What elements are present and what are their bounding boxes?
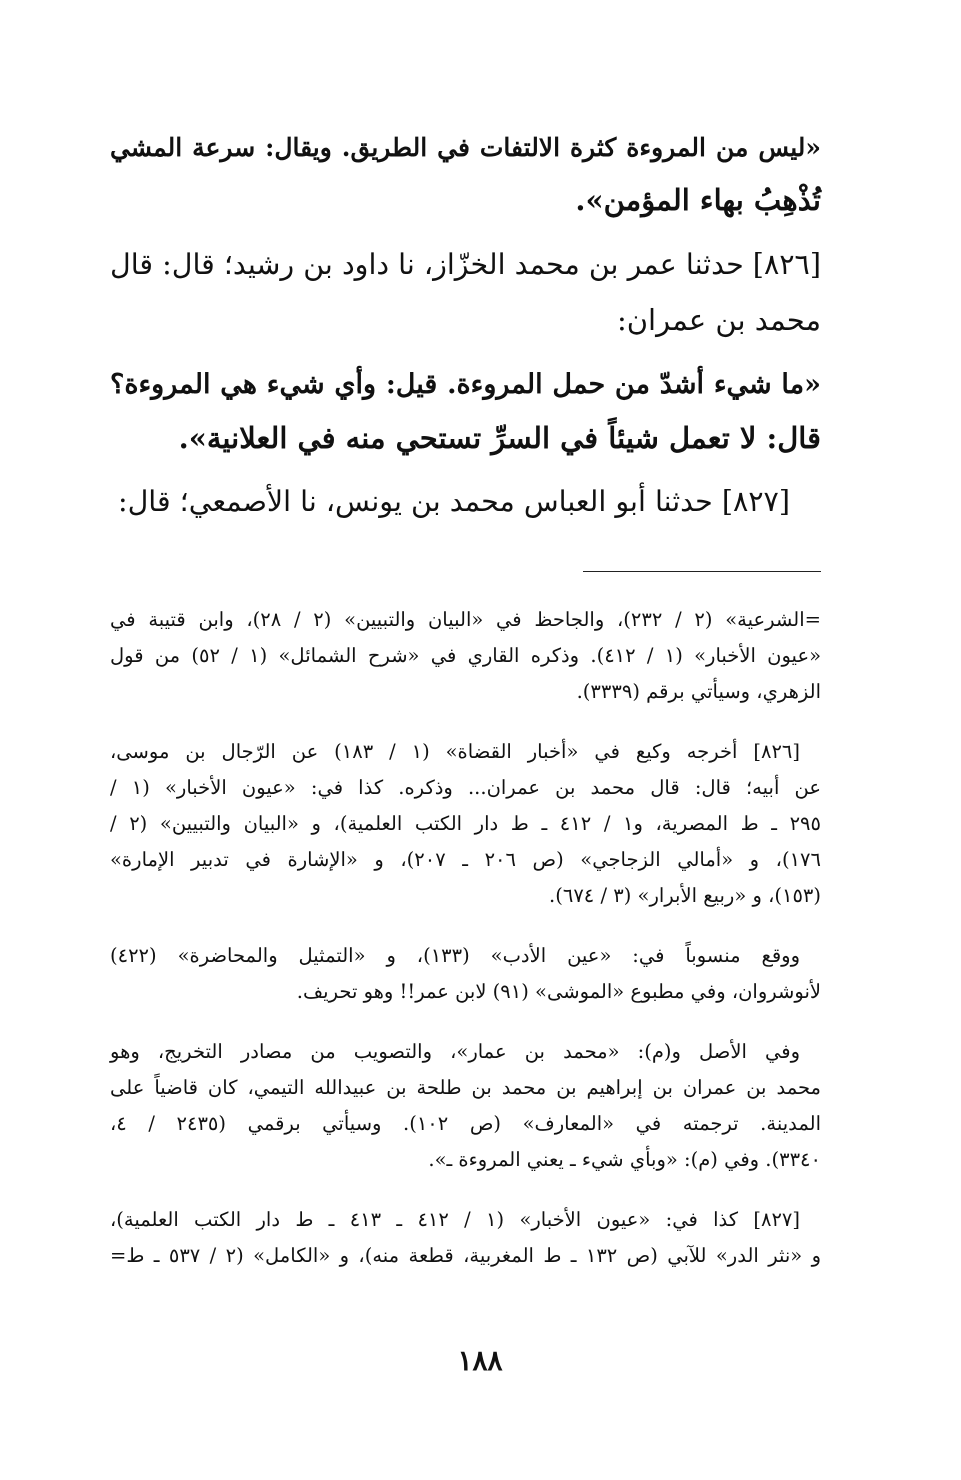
main-line-6: قال: لا تعمل شيئاً في السرِّ تستحي منه في العلانية». [178, 421, 821, 455]
footnote-line-7: ١٧٦)، و «أمالي الزجاجي» (ص ٢٠٦ ـ ٢٠٧)، و «الإشارة في تدبير الإمارة» [110, 848, 821, 871]
main-line-7: [٨٢٧] حدثنا أبو العباس محمد بن يونس، نا الأصمعي؛ قال: [118, 485, 790, 518]
footnote-line-12: محمد بن عمران بن إبراهيم بن محمد بن طلحة بن عبيدالله التيمي، كان قاضياً على [110, 1076, 821, 1099]
footnote-line-16: و «نثر الدر» للآبي (ص ١٣٢ ـ ط المغربية، قطعة منه)، و «الكامل» (٢ / ٥٣٧ ـ ط= [110, 1244, 821, 1267]
footnote-line-4: [٨٢٦] أخرجه وكيع في «أخبار القضاة» (١ / ١٨٣) عن الرّجال بن موسى، [110, 740, 801, 763]
footnote-line-10: لأنوشروان، وفي مطبوع «الموشى» (٩١) لابن عمر!! وهو تحريف. [296, 980, 821, 1003]
footnote-line-14: ٣٣٤٠). وفي (م): «وبأي شيء ـ يعني المروءة ـ». [428, 1148, 821, 1171]
footnote-line-9: ووقع منسوباً في: «عين الأدب» (١٣٣)، و «التمثيل والمحاضرة» (٤٢٢) [110, 944, 800, 967]
footnote-line-2: «عيون الأخبار» (١ / ٤١٢). وذكره القاري في «شرح الشمائل» (١ / ٥٢) من قول [110, 644, 822, 667]
main-line-3: [٨٢٦] حدثنا عمر بن محمد الخزّاز، نا داود بن رشيد؛ قال: قال [110, 248, 821, 281]
footnote-line-1: =الشرعية» (٢ / ٢٣٢)، والجاحظ في «البيان والتبيين» (٢ / ٢٨)، وابن قتيبة في [110, 608, 822, 631]
footnote-divider [583, 571, 821, 572]
footnote-line-8: (١٥٣)، و «ربيع الأبرار» (٣ / ٦٧٤). [549, 884, 821, 907]
footnote-line-15: [٨٢٧] كذا في: «عيون الأخبار» (١ / ٤١٢ ـ ٤١٣ ـ ط دار الكتب العلمية)، [110, 1208, 800, 1231]
main-line-2: تُذْهِبُ بهاء المؤمن». [575, 183, 821, 217]
footnote-line-5: عن أبيه؛ قال: قال محمد بن عمران... وذكره. كذا في: «عيون الأخبار» (١ / [110, 776, 821, 799]
main-line-4: محمد بن عمران: [616, 303, 821, 337]
footnote-line-13: المدينة. ترجمته في «المعارف» (ص ١٠٢). وسيأتي برقمي (٢٤٣٥ / ٤، [110, 1112, 822, 1135]
footnote-line-6: ٢٩٥ ـ ط المصرية، و١ / ٤١٢ ـ ط دار الكتب العلمية)، و «البيان والتبيين» (٢ / [110, 812, 821, 835]
main-line-1: «ليس من المروءة كثرة الالتفات في الطريق. ويقال: سرعة المشي [110, 133, 821, 162]
page-number: ١٨٨ [457, 1344, 503, 1377]
footnote-line-3: الزهري، وسيأتي برقم (٣٣٣٩). [576, 680, 821, 703]
footnote-line-11: وفي الأصل و(م): «محمد بن عمار»، والتصويب من مصادر التخريج، وهو [110, 1040, 800, 1063]
main-line-5: «ما شيء أشدّ من حمل المروءة. قيل: وأي شيء هي المروءة؟ [110, 369, 821, 400]
